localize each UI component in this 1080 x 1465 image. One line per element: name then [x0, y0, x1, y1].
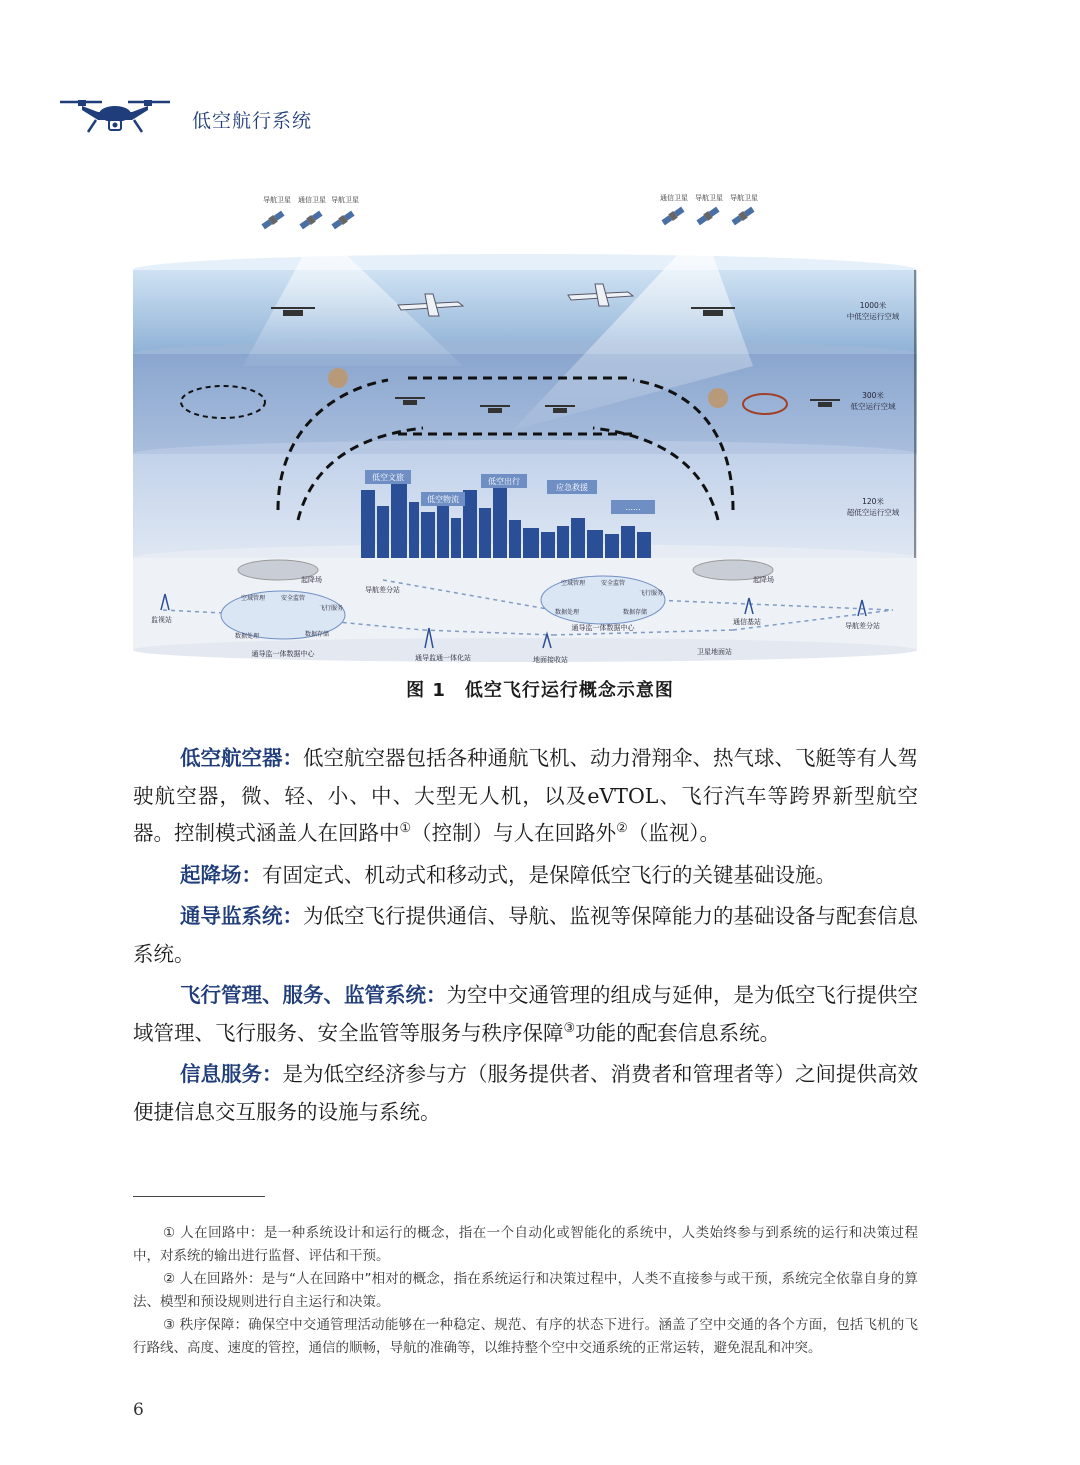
- city-tag-tourism: 低空文旅: [372, 473, 404, 482]
- altitude-120-name: 超低空运行空域: [846, 508, 900, 517]
- layer-300m: [133, 354, 917, 454]
- sat-label-right-2: 导航卫星: [695, 194, 723, 202]
- low-altitude-concept-diagram: [133, 190, 923, 670]
- paragraph-takeoff: [133, 857, 918, 895]
- body-text: [133, 740, 918, 1135]
- altitude-300-height: 300米: [862, 391, 884, 400]
- sat-label-left-3: 导航卫星: [331, 196, 359, 204]
- text-aircraft-c: （监视）。: [627, 821, 721, 845]
- paragraph-aircraft: [133, 740, 918, 853]
- footnote-divider: [133, 1196, 265, 1197]
- term-takeoff: 起降场：: [180, 862, 262, 887]
- cloud-right-item: 飞行服务: [639, 590, 664, 597]
- city-tag-rescue: 应急救援: [556, 483, 588, 492]
- takeoff-label-right: 起降场: [753, 576, 774, 584]
- takeoff-label-left: 起降场: [301, 576, 322, 584]
- altitude-120-height: 120米: [862, 497, 884, 506]
- station-label: 监视站: [151, 616, 172, 624]
- paragraph-info-service: [133, 1056, 918, 1131]
- page-number: 6: [133, 1400, 144, 1420]
- term-cns: 通导监系统：: [180, 904, 303, 928]
- term-aircraft: 低空航空器：: [180, 746, 303, 770]
- sat-label-right-3: 导航卫星: [730, 194, 758, 202]
- altitude-1000-name: 中低空运行空域: [846, 312, 900, 321]
- header-title: 低空航行系统: [192, 110, 313, 132]
- sat-label-left-1: 导航卫星: [263, 196, 291, 204]
- city-tag-travel: 低空出行: [488, 477, 520, 486]
- text-flight-management-a: 为空中交通管理的组成与延伸，是为低空飞行提供空域管理、飞行服务、安全监管等服务与秩序保障: [133, 983, 918, 1045]
- city-tag-logistics: 低空物流: [427, 495, 459, 504]
- term-info-service: 信息服务：: [180, 1062, 283, 1086]
- evtol-icon: [328, 368, 348, 388]
- text-cns: 为低空飞行提供通信、导航、监视等保障能力的基础设备与配套信息系统。: [133, 904, 918, 966]
- cloud-left-item: 空域管理: [241, 595, 266, 602]
- station-label: 导航差分站: [365, 586, 400, 594]
- cloud-left-title: 通导监一体数据中心: [251, 650, 315, 658]
- sat-label-left-2: 通信卫星: [298, 196, 326, 204]
- footnotes: [133, 1222, 918, 1360]
- evtol-icon: [708, 388, 728, 408]
- satellite-group-right: [660, 193, 758, 226]
- cloud-left-item: 数据处理: [235, 633, 260, 640]
- station-label: 导航差分站: [845, 622, 880, 630]
- station-label: 卫星地面站: [697, 648, 732, 656]
- footnote-3: ③ 秩序保障：确保空中交通管理活动能够在一种稳定、规范、有序的状态下进行。涵盖了空中交通的各个方面，包括飞机的飞行路线、高度、速度的管控，通信的顺畅，导航的准确等，以维持整个空中交通系统的正常运转，避免混乱和冲突。: [133, 1317, 918, 1356]
- cloud-right-item: 数据存储: [623, 609, 648, 616]
- footnote-2: ② 人在回路外：是与“人在回路中”相对的概念，指在系统运行和决策过程中，人类不直接参与或干预，系统完全依靠自身的算法、模型和预设规则进行自主运行和决策。: [133, 1271, 918, 1310]
- cloud-right-item: 空域管理: [561, 580, 586, 587]
- station-label: 地面接收站: [533, 656, 568, 664]
- text-info-service: 是为低空经济参与方（服务提供者、消费者和管理者等）之间提供高效便捷信息交互服务的设施与系统。: [133, 1062, 918, 1124]
- cloud-left-item: 飞行服务: [319, 605, 344, 612]
- paragraph-cns: [133, 898, 918, 973]
- paragraph-flight-management: [133, 977, 918, 1052]
- text-flight-management-b: 功能的配套信息系统。: [575, 1020, 781, 1045]
- footnote-ref-3[interactable]: ③: [563, 1020, 576, 1036]
- altitude-300-name: 低空运行空域: [850, 402, 896, 411]
- altitude-1000-height: 1000米: [859, 301, 887, 310]
- drone-logo-icon: [58, 92, 188, 138]
- city-tag-more: ......: [625, 503, 641, 512]
- station-label: 通导监通一体化站: [415, 654, 471, 662]
- page-header: [58, 92, 478, 138]
- footnote-1: ① 人在回路中：是一种系统设计和运行的概念，指在一个自动化或智能化的系统中，人类始终参与到系统的运行和决策过程中，对系统的输出进行监督、评估和干预。: [133, 1225, 918, 1264]
- satellite-group-left: [261, 195, 359, 230]
- text-aircraft-b: （控制）与人在回路外: [411, 821, 617, 845]
- cloud-left-item: 数据存储: [305, 631, 330, 638]
- term-flight-management: 飞行管理、服务、监管系统：: [180, 983, 447, 1007]
- cloud-right-item: 数据处理: [555, 609, 580, 616]
- footnote-ref-1[interactable]: ①: [399, 821, 412, 837]
- cloud-left-item: 安全监管: [281, 595, 306, 602]
- station-label: 通信基站: [733, 618, 761, 626]
- concept-figure: [133, 190, 923, 670]
- cloud-right-title: 通导监一体数据中心: [571, 624, 635, 632]
- figure-caption: 图 1 低空飞行运行概念示意图: [406, 680, 674, 701]
- footnote-ref-2[interactable]: ②: [616, 821, 628, 837]
- text-takeoff: 有固定式、机动式和移动式，是保障低空飞行的关键基础设施。: [262, 862, 836, 887]
- cloud-right-item: 安全监管: [601, 580, 626, 587]
- text-aircraft-a: 低空航空器包括各种通航飞机、动力滑翔伞、热气球、飞艇等有人驾驶航空器，微、轻、小、中、大型无人机，以及eVTOL、飞行汽车等跨界新型航空器。控制模式涵盖人在回路中: [133, 746, 918, 845]
- sat-label-right-1: 通信卫星: [660, 194, 688, 202]
